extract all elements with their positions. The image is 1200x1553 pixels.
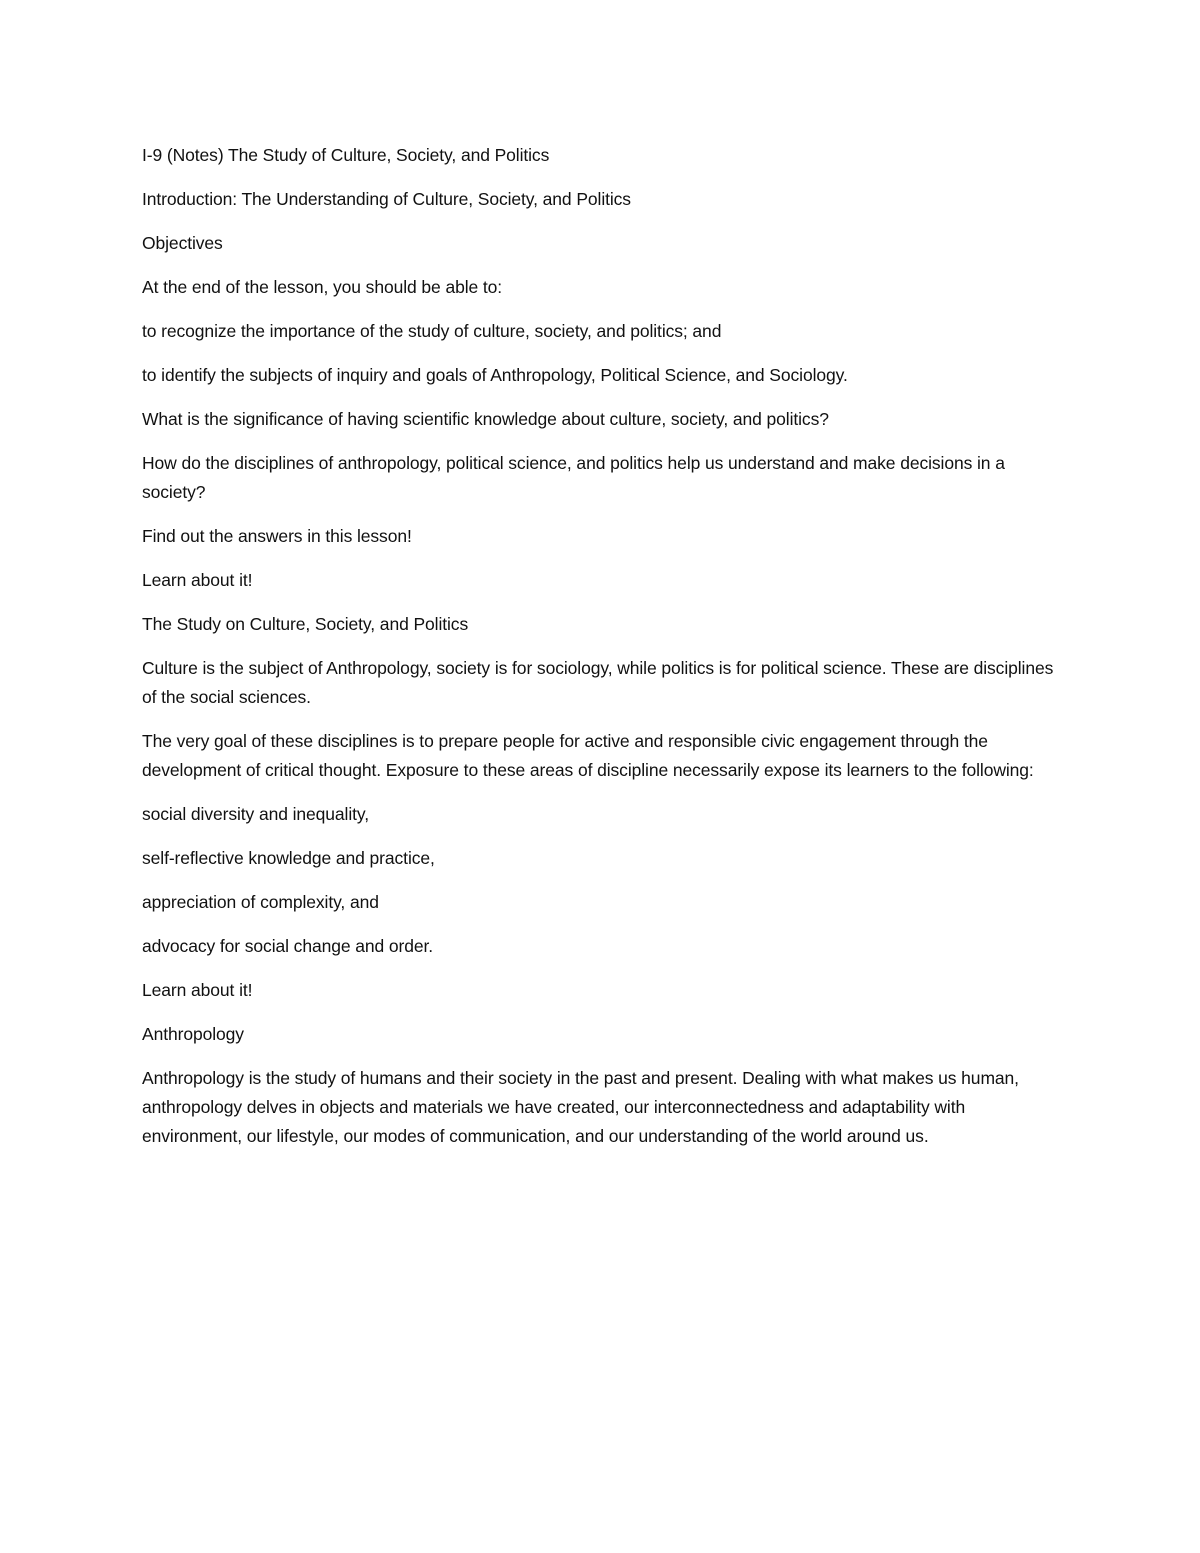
objective-item: to identify the subjects of inquiry and goals of Anthropology, Political Science, and Sociology. [142,365,848,385]
body-paragraph: The very goal of these disciplines is to prepare people for active and responsible civic engagement through the development of critical thought. Exposure to these areas of discipline necessarily expose its learners to the following: [142,731,1034,780]
objective-item: to recognize the importance of the study of culture, society, and politics; and [142,321,722,341]
objectives-heading: Objectives [142,233,223,253]
body-paragraph: Find out the answers in this lesson! [142,526,412,546]
list-item: appreciation of complexity, and [142,892,379,912]
question-paragraph: What is the significance of having scientific knowledge about culture, society, and politics? [142,409,829,429]
list-item: social diversity and inequality, [142,804,370,824]
section-heading: Anthropology [142,1024,244,1044]
list-item: advocacy for social change and order. [142,936,434,956]
section-heading: The Study on Culture, Society, and Politics [142,614,469,634]
body-paragraph: Culture is the subject of Anthropology, society is for sociology, while politics is for political science. These are disciplines of the social sciences. [142,658,1054,707]
section-label: Learn about it! [142,980,253,1000]
question-paragraph: How do the disciplines of anthropology, political science, and politics help us understand and make decisions in a society? [142,453,1005,502]
section-label: Learn about it! [142,570,253,590]
document-title: I-9 (Notes) The Study of Culture, Society, and Politics [142,145,550,165]
objectives-intro: At the end of the lesson, you should be able to: [142,277,503,297]
list-item: self-reflective knowledge and practice, [142,848,435,868]
body-paragraph: Anthropology is the study of humans and their society in the past and present. Dealing with what makes us human, anthropology delves in objects and materials we have created, our interconnectedness and adaptability with environment, our lifestyle, our modes of communication, and our understanding of the world around us. [142,1068,1019,1146]
document-body [142,141,1067,1166]
introduction-heading: Introduction: The Understanding of Culture, Society, and Politics [142,189,631,209]
